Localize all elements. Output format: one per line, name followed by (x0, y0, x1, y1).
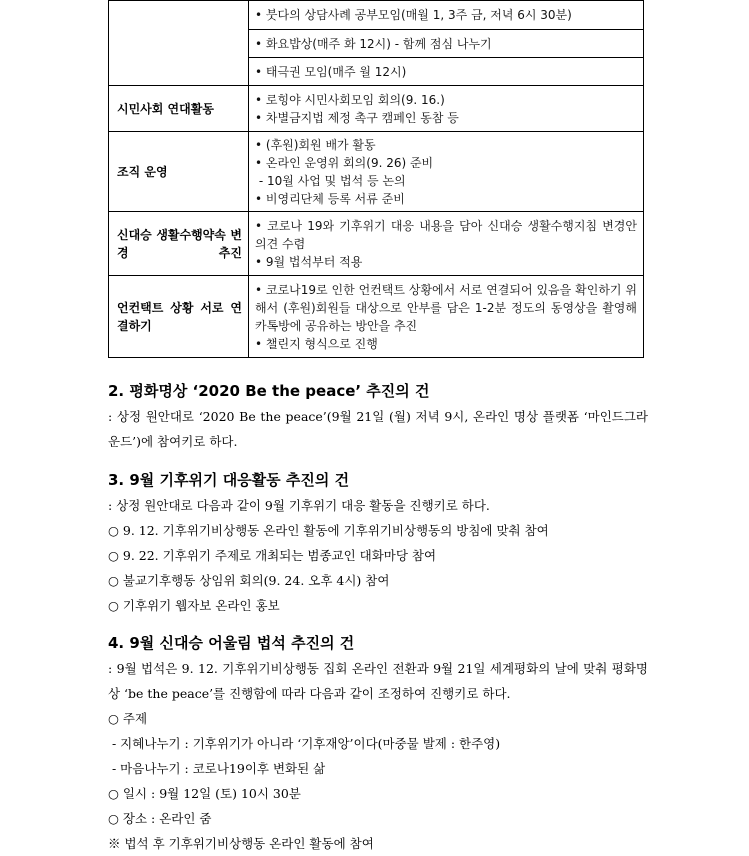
table-category-cell: 조직 운영 (109, 132, 249, 212)
table-item-cell (249, 30, 644, 58)
table-row (109, 1, 644, 30)
table-item: - 10월 사업 및 법석 등 논의 (255, 173, 406, 188)
section-paragraph: ○ 일시 : 9월 12일 (토) 10시 30분 (108, 786, 301, 801)
section-paragraph: : 상정 원안대로 다음과 같이 9월 기후위기 대응 활동을 진행키로 하다. (108, 498, 490, 513)
section-title: 3. 9월 기후위기 대응활동 추진의 건 (108, 471, 350, 489)
table-item-cell (249, 212, 644, 276)
section-paragraph: ○ 9. 22. 기후위기 주제로 개최되는 범종교인 대화마당 참여 (108, 548, 437, 563)
table-item: • 로힝야 시민사회모임 회의(9. 16.) (255, 92, 445, 107)
activity-table (108, 0, 644, 358)
section-paragraph: : 9월 법석은 9. 12. 기후위기비상행동 집회 온라인 전환과 9월 21일 세계평화의 날에 맞춰 평화명상 ‘be the peace’를 진행함에 따라 다음과 같이 조정하여 진행키로 하다. (108, 661, 648, 701)
table-item: • 붓다의 상담사례 공부모임(매월 1, 3주 금, 저녁 6시 30분) (255, 8, 572, 22)
agenda-section (108, 467, 648, 618)
table-category-cell: 시민사회 연대활동 (109, 86, 249, 132)
table-item: • 차별금지법 제정 촉구 캠페인 동참 등 (255, 110, 459, 125)
table-item-cell (249, 58, 644, 86)
table-item-cell (249, 86, 644, 132)
table-item-cell (249, 276, 644, 358)
section-paragraph: ○ 장소 : 온라인 줌 (108, 811, 212, 826)
table-row (109, 212, 644, 276)
table-row (109, 86, 644, 132)
table-item-cell (249, 1, 644, 30)
table-item: • (후원)회원 배가 활동 (255, 137, 376, 152)
section-paragraph: ○ 기후위기 웹자보 온라인 홍보 (108, 598, 280, 613)
table-item: • 코로나19로 인한 언컨택트 상황에서 서로 연결되어 있음을 확인하기 위해서 (후원)회원들 대상으로 안부를 담은 1-2분 정도의 동영상을 촬영해 카톡방에 공유하는 방안을 추진 (255, 282, 637, 333)
table-category-cell: 신대승 생활수행약속 변경 추진 (109, 212, 249, 276)
section-title: 2. 평화명상 ‘2020 Be the peace’ 추진의 건 (108, 382, 430, 400)
table-item: • 온라인 운영위 회의(9. 26) 준비 (255, 155, 434, 170)
table-category-cell: 언컨택트 상황 서로 연결하기 (109, 276, 249, 358)
section-paragraph: - 지혜나누기 : 기후위기가 아니라 ‘기후재앙’이다(마중물 발제 : 한주영) (108, 736, 501, 751)
table-item-cell (249, 132, 644, 212)
section-paragraph: ○ 주제 (108, 711, 148, 726)
section-paragraph: ○ 불교기후행동 상임위 회의(9. 24. 오후 4시) 참여 (108, 573, 390, 588)
section-title: 4. 9월 신대승 어울림 법석 추진의 건 (108, 634, 355, 652)
table-row (109, 132, 644, 212)
section-paragraph: - 마음나누기 : 코로나19이후 변화된 삶 (108, 761, 326, 776)
table-item: • 태극권 모임(매주 월 12시) (255, 64, 407, 79)
section-paragraph: ※ 법석 후 기후위기비상행동 온라인 활동에 참여 (108, 836, 374, 851)
table-item: • 비영리단체 등록 서류 준비 (255, 191, 405, 206)
table-row (109, 276, 644, 358)
table-category-cell (109, 1, 249, 86)
agenda-section (108, 630, 648, 856)
table-item: • 코로나 19와 기후위기 대응 내용을 담아 신대승 생활수행지침 변경안 의견 수렴 (255, 218, 637, 251)
table-item: • 9월 법석부터 적용 (255, 254, 363, 269)
table-item: • 화요밥상(매주 화 12시) - 함께 점심 나누기 (255, 36, 492, 51)
section-paragraph: : 상정 원안대로 ‘2020 Be the peace’(9월 21일 (월) 저녁 9시, 온라인 명상 플랫폼 ‘마인드그라운드’)에 참여키로 하다. (108, 409, 648, 449)
table-item: • 챌린지 형식으로 진행 (255, 336, 378, 351)
agenda-section (108, 378, 648, 454)
section-paragraph: ○ 9. 12. 기후위기비상행동 온라인 활동에 기후위기비상행동의 방침에 맞춰 참여 (108, 523, 549, 538)
